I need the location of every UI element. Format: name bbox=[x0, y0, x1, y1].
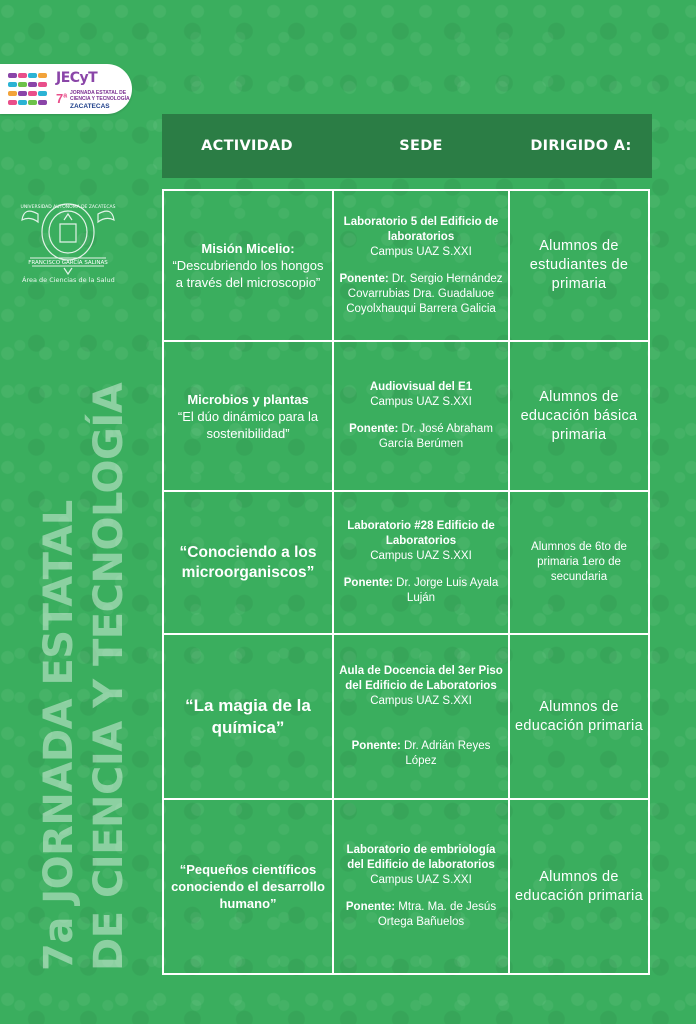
venue-name: Laboratorio de embriología del Edificio de laboratorios bbox=[346, 844, 496, 871]
header-dirigido: DIRIGIDO A: bbox=[530, 138, 632, 154]
venue-cell bbox=[334, 800, 510, 973]
logo-subtitle: JORNADA ESTATAL DE CIENCIA Y TECNOLOGÍA bbox=[70, 90, 130, 102]
venue-cell bbox=[334, 342, 510, 492]
venue-name: Laboratorio 5 del Edificio de laboratorios bbox=[343, 215, 499, 243]
schedule-table bbox=[162, 189, 650, 975]
audience: Alumnos de estudiantes de primaria bbox=[529, 238, 629, 292]
audience-cell bbox=[510, 191, 648, 342]
activity-title: “Pequeños científicos conociendo el desarrollo humano” bbox=[171, 862, 325, 911]
header-sede: SEDE bbox=[399, 138, 443, 154]
audience: Alumnos de educación primaria bbox=[515, 698, 643, 734]
university-seal-icon bbox=[20, 196, 116, 276]
audience-cell bbox=[510, 492, 648, 635]
logo-edition: 7$^a$ bbox=[56, 91, 68, 106]
activity-cell bbox=[164, 342, 334, 492]
jecyt-logo bbox=[0, 64, 132, 114]
audience: Alumnos de educación básica primaria bbox=[520, 388, 638, 443]
venue-campus: Campus UAZ S.XXI bbox=[370, 695, 472, 707]
audience: Alumnos de educación primaria bbox=[515, 868, 643, 904]
university-area: Área de Ciencias de la Salud bbox=[22, 276, 115, 284]
audience-cell bbox=[510, 635, 648, 800]
speaker: Ponente: Dr. José Abraham García Berúmen bbox=[349, 423, 493, 450]
activity-description: “El dúo dinámico para la sostenibilidad” bbox=[177, 408, 319, 441]
venue-campus: Campus UAZ S.XXI bbox=[370, 396, 472, 408]
venue-cell bbox=[334, 191, 510, 342]
side-title bbox=[34, 383, 134, 971]
speaker: Ponente: Dr. Jorge Luis Ayala Luján bbox=[343, 577, 499, 604]
venue-cell bbox=[334, 635, 510, 800]
side-title-line1: 7a JORNADA ESTATAL bbox=[36, 500, 82, 971]
table-header bbox=[162, 114, 652, 178]
venue-cell bbox=[334, 492, 510, 635]
speaker: Ponente: Dr. Sergio Hernández Covarrubias Dra. Guadaluoe Coyolxhauqui Barrera Galicia bbox=[339, 272, 503, 315]
activity-title: “Conociendo a los microorganiscos” bbox=[179, 543, 317, 581]
venue-campus: Campus UAZ S.XXI bbox=[370, 245, 472, 258]
venue-name: Laboratorio #28 Edificio de Laboratorios bbox=[347, 520, 495, 547]
logo-name: JECyT bbox=[56, 70, 98, 86]
venue-campus: Campus UAZ S.XXI bbox=[370, 550, 472, 562]
logo-city: ZACATECAS bbox=[70, 103, 110, 110]
activity-title: “La magia de la química” bbox=[185, 695, 311, 737]
activity-cell bbox=[164, 191, 334, 342]
venue-name: Audiovisual del E1 bbox=[369, 381, 473, 393]
venue-name: Aula de Docencia del 3er Piso del Edificio de Laboratorios bbox=[339, 665, 503, 692]
activity-description: “Descubriendo los hongos a través del microscopio” bbox=[172, 258, 324, 290]
header-actividad: ACTIVIDAD bbox=[201, 138, 293, 154]
speaker: Ponente: Mtra. Ma. de Jesús Ortega Bañuelos bbox=[345, 901, 497, 928]
speaker: Ponente: Dr. Adrián Reyes López bbox=[351, 740, 491, 767]
venue-campus: Campus UAZ S.XXI bbox=[370, 874, 472, 886]
audience-cell bbox=[510, 800, 648, 973]
activity-title: Microbios y plantas bbox=[187, 391, 309, 407]
university-seal-motto: FRANCISCO GARCÍA SALINAS bbox=[28, 260, 108, 266]
audience-cell bbox=[510, 342, 648, 492]
activity-cell bbox=[164, 800, 334, 973]
activity-title: Misión Micelio: bbox=[201, 241, 295, 256]
university-seal-text: UNIVERSIDAD AUTÓNOMA DE ZACATECAS bbox=[20, 205, 116, 210]
logo-mark-icon bbox=[8, 73, 48, 105]
activity-cell bbox=[164, 492, 334, 635]
activity-cell bbox=[164, 635, 334, 800]
side-title-line2: DE CIENCIA Y TECNOLOGÍA bbox=[86, 382, 132, 971]
audience: Alumnos de 6to de primaria 1ero de secundaria bbox=[531, 541, 627, 583]
